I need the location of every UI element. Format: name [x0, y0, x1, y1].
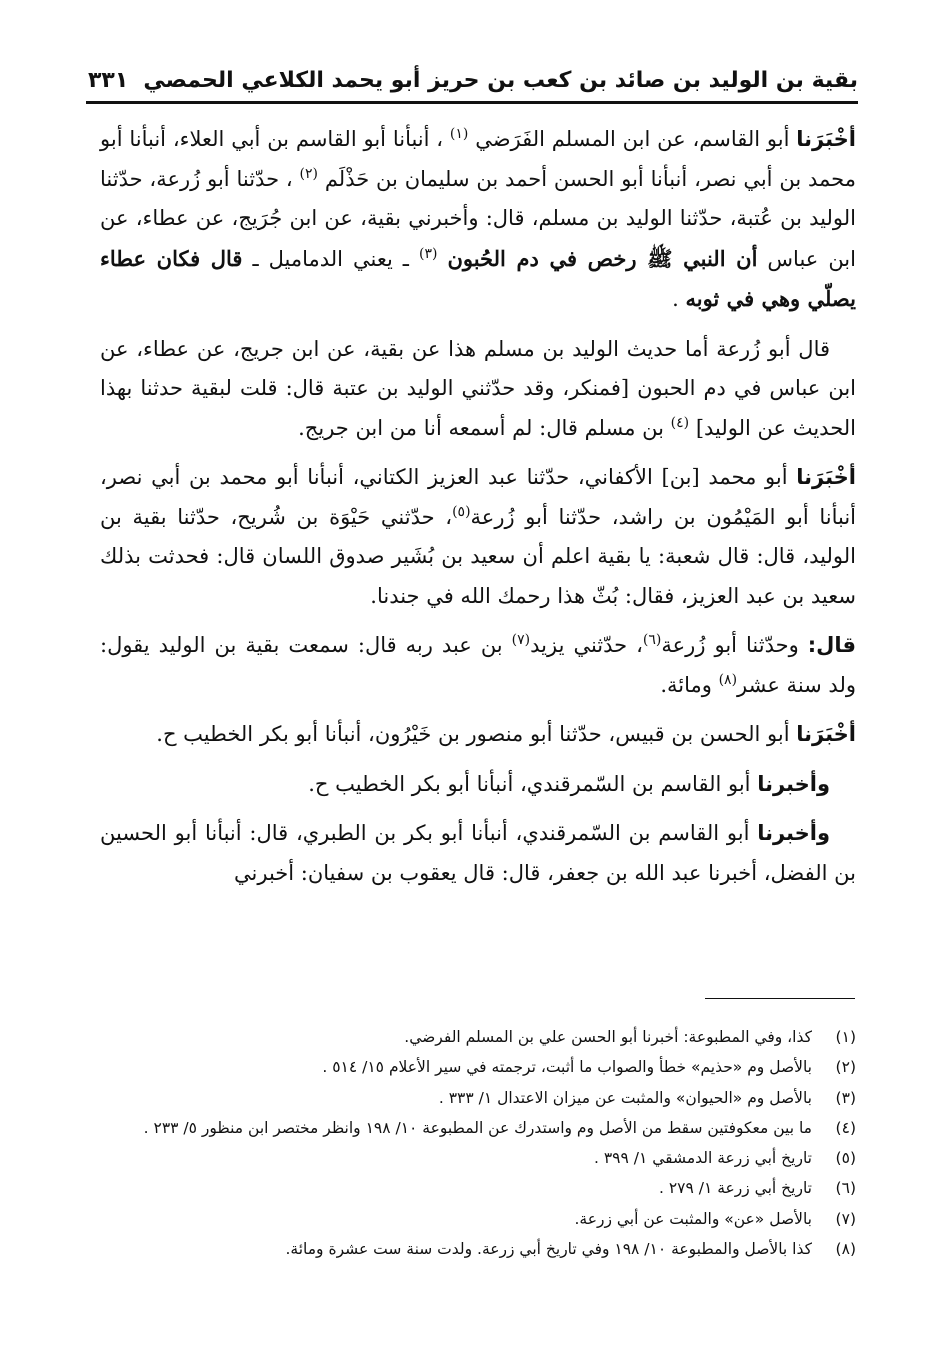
- footnote-item: [100, 1204, 856, 1234]
- paragraph-lead: أخْبَرَنا: [796, 465, 856, 489]
- footnote-text: تاريخ أبي زرعة الدمشقي ١/ ٣٩٩ .: [593, 1149, 812, 1168]
- text-run: بن مسلم قال: لم أسمعه أنا من ابن جريج.: [298, 415, 671, 440]
- text-run: أبو القاسم، عن ابن المسلم الفَرَضي: [468, 127, 797, 151]
- footnote-ref[interactable]: (٦): [642, 632, 662, 648]
- text-run: ومائة.: [660, 672, 719, 697]
- footnote-text: بالأصل وم «الحيوان» والمثبت عن ميزان الاعتدال ١/ ٣٣٣ .: [438, 1088, 812, 1107]
- footnote-number: (٣): [835, 1088, 856, 1107]
- paragraph-lead: وأخبرنا: [757, 821, 830, 845]
- footnote-text: كذا بالأصل والمطبوعة ١٠/ ١٩٨ وفي تاريخ أبي زرعة. ولدت سنة ست عشرة ومائة.: [285, 1240, 812, 1259]
- footnote-item: [100, 1083, 856, 1113]
- footnote-number: (٤): [835, 1118, 856, 1137]
- footnote-number: (١): [835, 1028, 856, 1046]
- paragraph-lead: أخْبَرَنا: [796, 722, 856, 746]
- paragraph-1: [100, 120, 856, 320]
- footnote-item: [100, 1173, 856, 1203]
- paragraph-5: [100, 715, 856, 755]
- paragraph-lead: قال:: [807, 633, 856, 657]
- text-run: ، حدّثنا أبو زُرعة، حدّثنا الوليد بن عُتبة، حدّثنا الوليد بن مسلم، قال: وأخبرني بقية، عن ابن جُرَيج، عن عطاء، عن ابن عباس: [100, 166, 856, 271]
- text-run: أبو محمد [بن] الأكفاني، حدّثنا عبد العزيز الكتاني، أنبأنا أبو محمد بن أبي نصر، أنبأنا أبو المَيْمُون بن راشد، حدّثنا أبو زُرعة: [100, 465, 856, 529]
- footnote-number: (٦): [835, 1179, 856, 1198]
- running-title: بقية بن الوليد بن صائد بن كعب بن حريز أبو يحمد الكلاعي الحمصي: [143, 68, 858, 93]
- footnote-ref[interactable]: (٤): [670, 414, 690, 431]
- footnote-ref[interactable]: (٣): [418, 245, 438, 262]
- text-run: ، أنبأنا أبو القاسم بن أبي العلاء، أنبأنا أبو محمد بن أبي نصر، أنبأنا أبو الحسن أحمد بن سليمان بن حَذْلَم: [100, 127, 856, 191]
- footnotes: [100, 1022, 856, 1264]
- footnote-number: (٢): [835, 1058, 856, 1077]
- paragraph-7: [100, 814, 856, 893]
- text-run: .: [672, 287, 686, 311]
- main-text: [100, 120, 856, 903]
- footnote-text: كذا، وفي المطبوعة: أخبرنا أبو الحسن علي بن المسلم الفرضي.: [404, 1028, 812, 1046]
- emphasis-text: قال فكان عطاء يصلّي وهي في ثوبه: [100, 245, 856, 311]
- footnote-item: [100, 1022, 856, 1052]
- footnote-item: [100, 1113, 856, 1143]
- footnote-ref[interactable]: (٥): [452, 503, 471, 520]
- footnote-text: تاريخ أبي زرعة ١/ ٢٧٩ .: [658, 1179, 812, 1198]
- footnote-ref[interactable]: (٧): [511, 632, 531, 648]
- paragraph-3: [100, 458, 856, 616]
- footnote-text: بالأصل وم «حذيم» خطأ والصواب ما أثبت، ترجمته في سير الأعلام ١٥/ ٥١٤ .: [322, 1058, 812, 1077]
- footnote-item: [100, 1052, 856, 1082]
- footnote-item: [100, 1143, 856, 1173]
- emphasis-text: أن النبي ﷺ رخص في دم الحُبون: [447, 245, 758, 271]
- footnote-text: بالأصل «عن» والمثبت عن أبي زرعة.: [574, 1209, 812, 1228]
- footnote-item: [100, 1234, 856, 1264]
- text-run: ـ يعني الدماميل ـ: [242, 246, 419, 271]
- footnote-number: (٨): [835, 1240, 856, 1259]
- header-rule: [86, 101, 858, 104]
- footnote-text: ما بين معكوفتين سقط من الأصل وم واستدرك عن المطبوعة ١٠/ ١٩٨ وانظر مختصر ابن منظور ٥/ ٢٣٣ .: [143, 1118, 812, 1137]
- text-run: قال أبو زُرعة أما حديث الوليد بن مسلم هذا عن بقية، عن ابن جريج، عن عطاء، عن ابن عباس في دم الحبون [فمنكر، وقد حدّثني الوليد بن عتبة قال: قلت لبقية حدثنا بهذا الحديث عن الوليد]: [100, 336, 856, 440]
- text-run: [437, 247, 447, 271]
- text-run: ، حدّثني يزيد: [530, 633, 643, 657]
- paragraph-lead: وأخبرنا: [757, 771, 830, 796]
- text-run: بن عبد ربه قال: سمعت بقية بن الوليد يقول: ولد سنة عشر: [100, 633, 856, 697]
- page-number: ٣٣١: [88, 68, 129, 93]
- paragraph-6: [100, 765, 856, 805]
- footnote-separator: [705, 998, 855, 999]
- footnote-ref[interactable]: (٢): [299, 165, 318, 182]
- paragraph-4: [100, 626, 856, 705]
- footnote-number: (٥): [835, 1149, 856, 1168]
- text-run: أبو القاسم بن السّمرقندي، أنبأنا أبو بكر بن الطبري، قال: أنبأنا أبو الحسين بن الفضل، أخبرنا عبد الله بن جعفر، قال: قال يعقوب بن سفيان: أخبرني: [100, 821, 856, 885]
- paragraph-2: [100, 330, 856, 449]
- paragraph-lead: أخْبَرَنا: [796, 127, 856, 151]
- text-run: ، حدّثني حَيْوَة بن شُريح، حدّثنا بقية بن الوليد، قال: قال شعبة: يا بقية اعلم أن سعيد بن بُشَير صدوق اللسان قال: فحدثت بذلك سعيد بن عبد العزيز، فقال: بُثّ هذا رحمك الله في جندنا.: [100, 504, 856, 608]
- footnote-ref[interactable]: (٨): [718, 671, 738, 688]
- text-run: وحدّثنا أبو زُرعة: [661, 633, 808, 657]
- text-run: أبو الحسن بن قبيس، حدّثنا أبو منصور بن خَيْرُون، أنبأنا أبو بكر الخطيب ح.: [156, 722, 797, 746]
- footnote-number: (٧): [835, 1209, 856, 1228]
- running-header: [88, 58, 858, 102]
- footnote-ref[interactable]: (١): [449, 126, 469, 142]
- text-run: أبو القاسم بن السّمرقندي، أنبأنا أبو بكر الخطيب ح.: [308, 771, 758, 796]
